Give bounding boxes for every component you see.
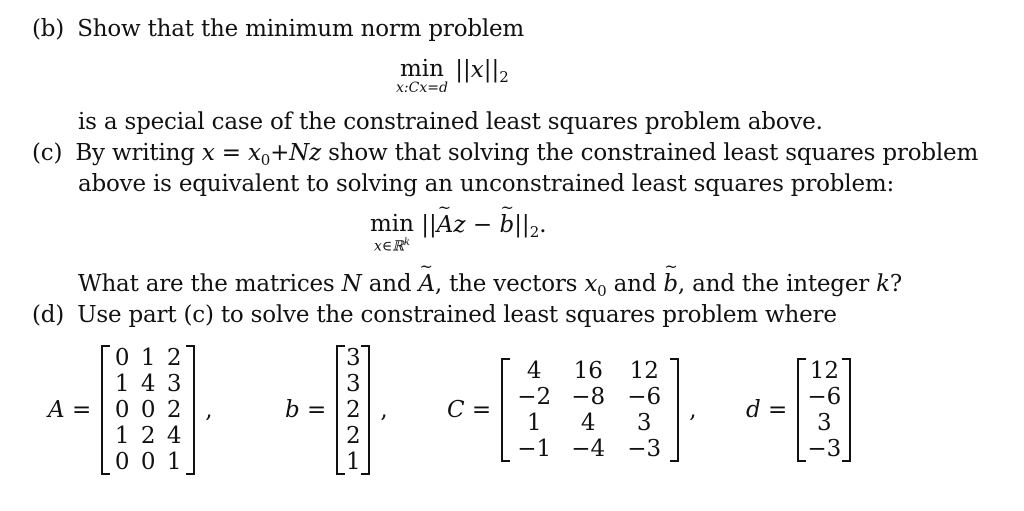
part-b-text: Show that the minimum norm problem	[77, 16, 525, 42]
matrix-a-equation: A = 0 1 2 1 4 3 0 0 2 1 2 4 0 0 1 ,	[48, 345, 213, 475]
part-c-question: What are the matrices N and ~ A, the vectors $x_0$ and ~ b, and the integer k?	[78, 271, 902, 300]
a-tilde: ~ A	[437, 212, 454, 238]
part-d-label: (d)	[32, 302, 65, 328]
part-c-label: (c)	[32, 140, 63, 166]
b-tilde: ~ b	[499, 212, 514, 238]
part-b-display-equation: min x:Cx=d $||x||_2$	[396, 56, 509, 96]
part-d-line: (d) Use part (c) to solve the constrained least squares problem where	[32, 302, 837, 328]
part-b-continuation: is a special case of the constrained least squares problem above.	[78, 109, 823, 135]
matrix-c-equation: C = 4 16 12 −2 −8 −6 1 4 3 −1 −4 −3 ,	[447, 358, 697, 462]
matrix-c: 4 16 12 −2 −8 −6 1 4 3 −1 −4 −3	[501, 358, 679, 462]
matrix-a: 0 1 2 1 4 3 0 0 2 1 2 4 0 0 1	[101, 345, 195, 475]
part-b-label: (b)	[32, 16, 65, 42]
vector-d-equation: d = 12 −6 3 −3	[746, 358, 851, 462]
vector-b: 3 3 2 2 1	[336, 345, 370, 475]
min-operator: min x∈ℝ$^k$	[370, 211, 414, 255]
part-c-line-1: (c) By writing $x = x_0+Nz$ show that solving the constrained least squares problem	[32, 140, 979, 169]
part-c-line-2: above is equivalent to solving an unconstrained least squares problem:	[78, 171, 895, 197]
part-c-display-equation: min x∈ℝ$^k$ ||~ Az − ~ $b||_2$.	[370, 212, 547, 254]
norm-expression: ||x||	[455, 57, 500, 83]
vector-b-equation: b = 3 3 2 2 1 ,	[285, 345, 388, 475]
min-operator: min x:Cx=d	[396, 56, 448, 96]
vector-d: 12 −6 3 −3	[797, 358, 851, 462]
part-b-line	[32, 16, 524, 42]
